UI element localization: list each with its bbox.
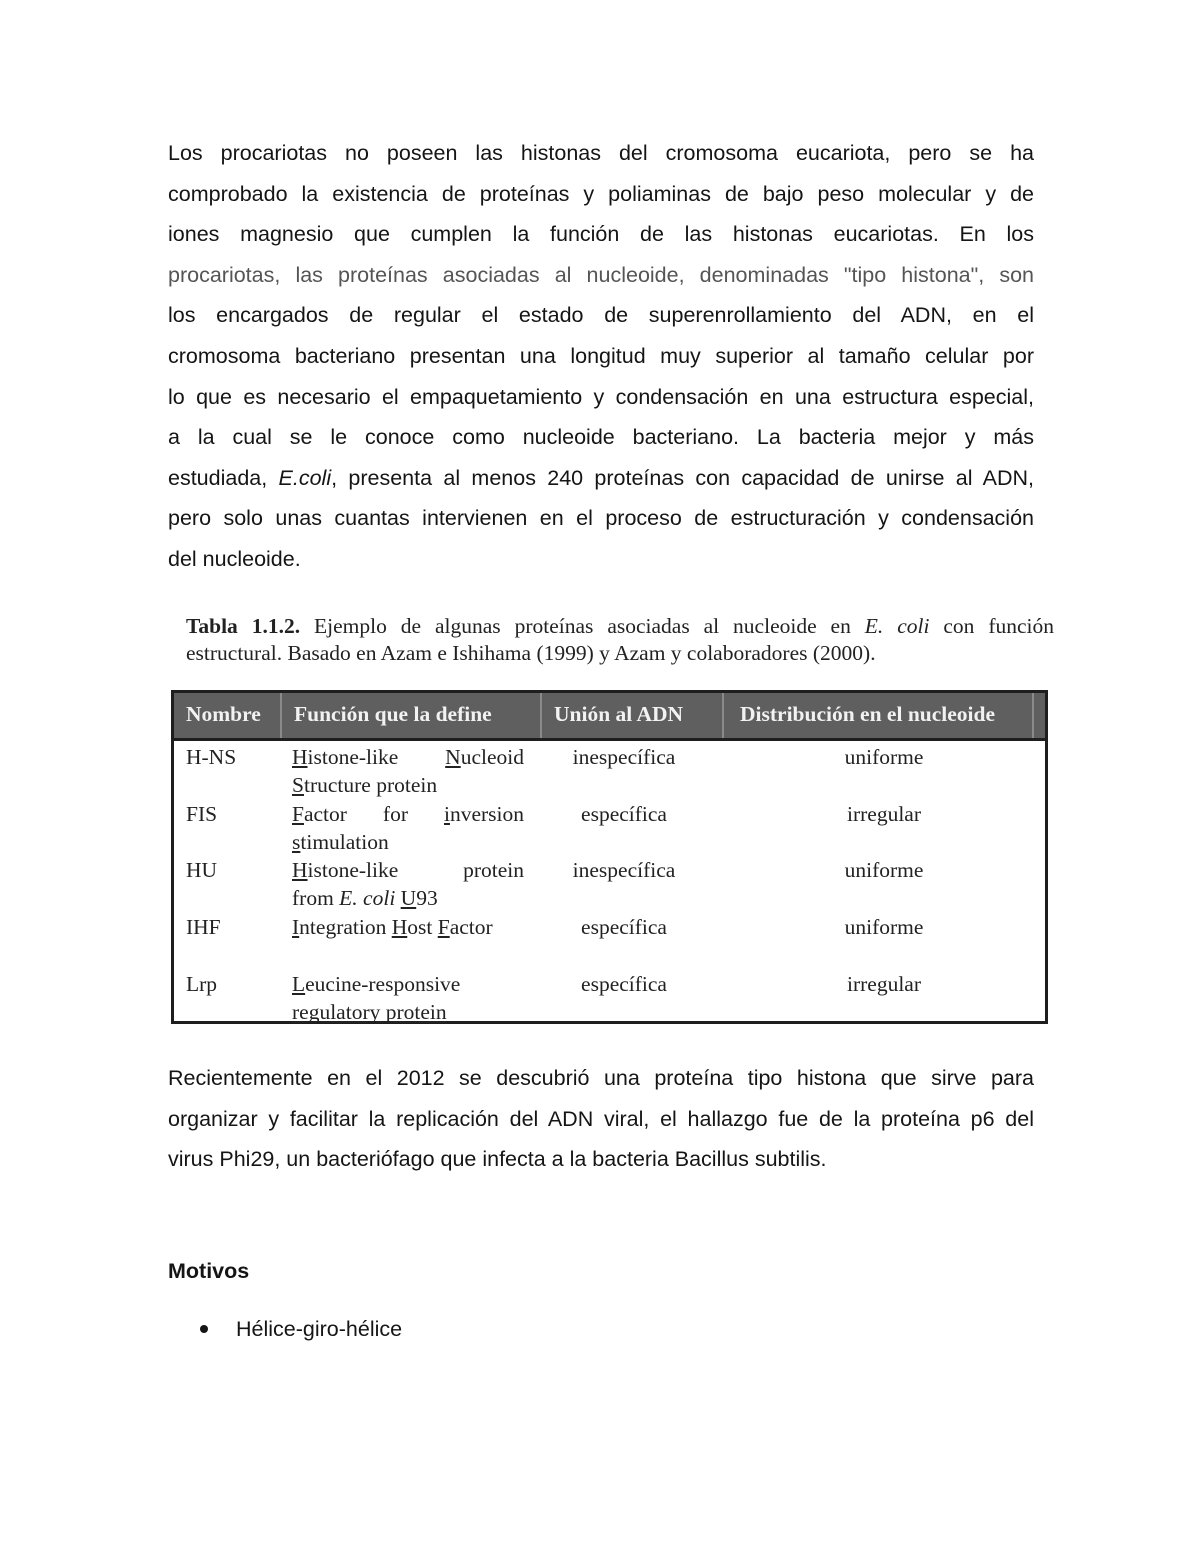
species-name: E.coli [278,465,332,490]
paragraph-line: procariotas, las proteínas asociadas al nucleoide, denominadas "tipo histona", son [168,262,1034,287]
func-line: Integration Host Factor [292,915,493,939]
paragraph-line: Los procariotas no poseen las histonas del cromosoma eucariota, pero se ha [168,141,1034,165]
func-line: stimulation [292,830,389,854]
paragraph-line: iones magnesio que cumplen la función de las histonas eucariotas. En los [168,222,1034,247]
table-header [174,693,1045,741]
cell-funcion [292,743,524,799]
cell-funcion [292,970,524,1026]
cell-union: específica [581,915,667,939]
cell-union: específica [581,972,667,996]
paragraph-line: del nucleoide. [168,546,301,571]
func-line: Factor for inversion [292,802,525,826]
header-divider [1032,693,1034,738]
caption-species: E. coli [864,614,930,638]
cell-distribucion: uniforme [844,745,924,769]
list-item [200,1314,402,1344]
paragraph-line: virus Phi29, un bacteriófago que infecta a la bacteria Bacillus subtilis. [168,1147,827,1172]
cell-funcion [292,800,524,856]
proteins-table [171,690,1048,1024]
text-run: , presenta al menos 240 proteínas con capacidad de unirse al ADN, [331,465,1034,490]
list-item-text: Hélice-giro-hélice [236,1317,403,1341]
header-union: Unión al ADN [554,702,684,726]
func-line: from E. coli U93 [292,886,438,910]
paragraph-line-ecoli [168,458,1034,499]
cell-union: inespecífica [572,858,676,882]
header-divider [722,693,724,738]
paragraph-line: pero solo unas cuantas intervienen en el proceso de estructuración y condensación [168,506,1034,531]
cell-distribucion: irregular [846,802,921,826]
text-run: estudiada, [168,465,279,490]
paragraph-line: Recientemente en el 2012 se descubrió una proteína tipo histona que sirve para [168,1066,1034,1090]
paragraph-line: lo que es necesario el empaquetamiento y condensación en una estructura especial, [168,384,1034,409]
cell-distribucion: uniforme [844,858,924,882]
table-caption [186,613,1054,667]
func-line: Histone-like Nucleoid [292,745,524,769]
func-line: Leucine-responsive [292,972,461,996]
cell-funcion [292,856,524,912]
header-nombre: Nombre [186,702,261,726]
caption-text: con función [929,614,1054,638]
cell-distribucion: irregular [846,972,921,996]
recent-discovery-paragraph [168,1058,1034,1180]
paragraph-line: cromosoma bacteriano presentan una longitud muy superior al tamaño celular por [168,343,1034,368]
func-line: Structure protein [292,773,438,797]
caption-label: Tabla 1.1.2. [186,614,301,638]
cell-nombre: HU [186,858,218,882]
paragraph-line: a la cual se le conoce como nucleoide bacteriano. La bacteria mejor y más [168,425,1034,450]
caption-text: Ejemplo de algunas proteínas asociadas al nucleoide en [300,614,865,638]
cell-nombre: IHF [186,915,221,939]
func-line: Histone-like protein [292,858,524,882]
paragraph-line: comprobado la existencia de proteínas y poliaminas de bajo peso molecular y de [168,181,1034,206]
section-heading: Motivos [168,1259,250,1283]
func-line: regulatory protein [292,1000,447,1024]
cell-nombre: Lrp [186,972,218,996]
intro-paragraph [168,133,1034,580]
paragraph-line: organizar y facilitar la replicación del ADN viral, el hallazgo fue de la proteína p6 del [168,1106,1034,1131]
cell-funcion [292,913,524,941]
bullet-icon [200,1325,208,1333]
caption-line: estructural. Basado en Azam e Ishihama (1999) y Azam y colaboradores (2000). [186,641,876,665]
cell-nombre: FIS [186,802,218,826]
header-divider [540,693,542,738]
cell-nombre: H-NS [186,745,237,769]
cell-union: inespecífica [572,745,676,769]
cell-union: específica [581,802,667,826]
header-funcion: Función que la define [294,702,492,726]
cell-distribucion: uniforme [844,915,924,939]
header-distribucion: Distribución en el nucleoide [740,702,996,726]
paragraph-line: los encargados de regular el estado de superenrollamiento del ADN, en el [168,303,1034,328]
header-divider [280,693,282,738]
caption-line [186,613,1054,640]
